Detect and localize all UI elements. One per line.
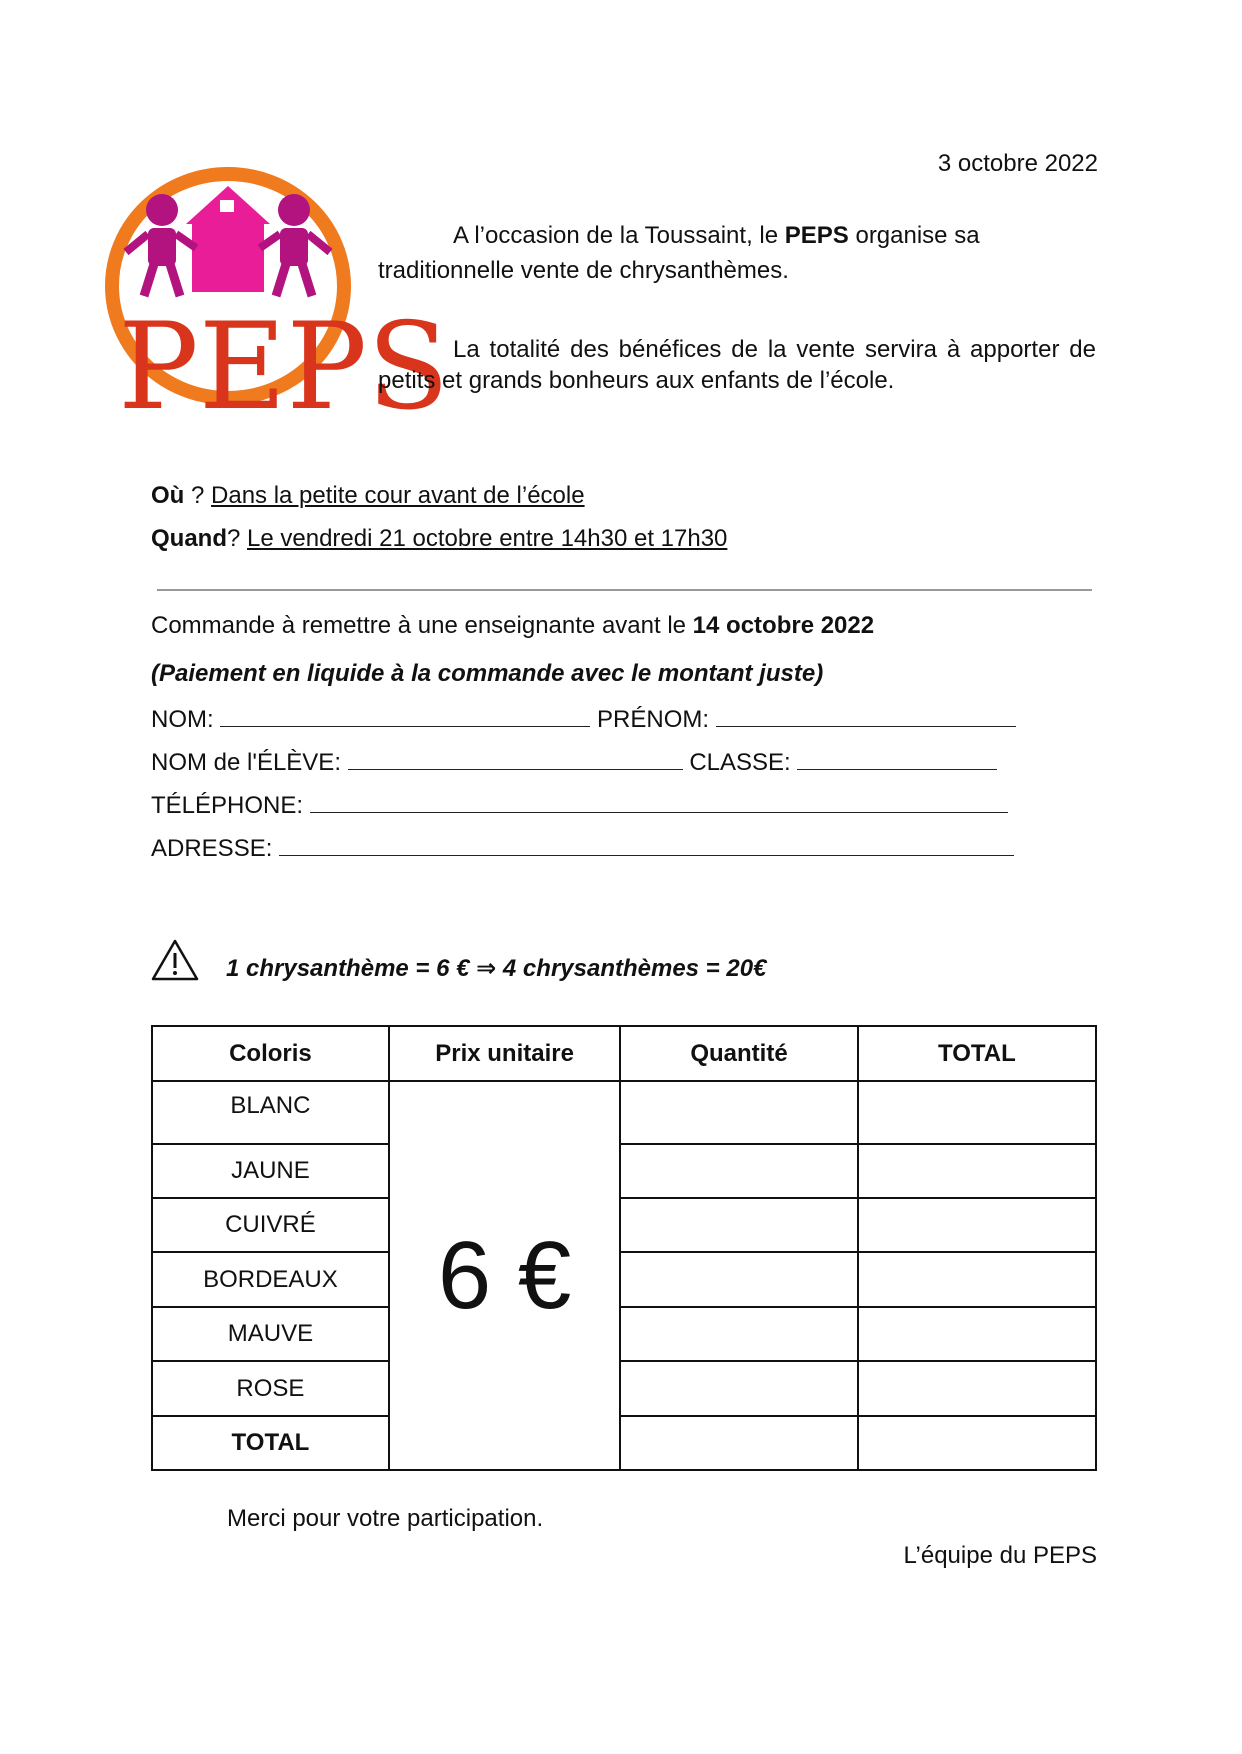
document-date: 3 octobre 2022 [937,150,1098,177]
intro-paragraph-2: La totalité des bénéfices de la vente servira à apporter de petits et grands bonheurs aux enfants de l’école. [378,336,1096,394]
total-cell[interactable] [858,1252,1096,1307]
quantity-cell[interactable] [620,1081,857,1144]
eleve-label: NOM de l'ÉLÈVE: [151,749,341,776]
unit-price-cell: 6 € [389,1081,620,1470]
warning-icon [151,938,199,982]
table-total-row [152,1416,1096,1470]
total-cell[interactable] [858,1198,1096,1252]
table-row [152,1307,1096,1361]
table-row [152,1198,1096,1252]
total-quantity-cell[interactable] [620,1416,857,1470]
coloris-cell: BORDEAUX [152,1252,389,1307]
nom-label: NOM: [151,706,214,733]
total-row-label: TOTAL [152,1416,389,1470]
classe-input-line[interactable] [797,749,997,770]
when-line: Quand? Le vendredi 21 octobre entre 14h30 et 17h30 [151,525,728,552]
quantity-cell[interactable] [620,1198,857,1252]
total-cell[interactable] [858,1361,1096,1416]
quantity-cell[interactable] [620,1144,857,1198]
telephone-row [151,792,1008,820]
thanks-message: Merci pour votre participation. [227,1505,544,1532]
nom-prenom-row [151,706,1016,734]
where-line: Où ? Dans la petite cour avant de l’école [151,482,585,509]
order-instruction: Commande à remettre à une enseignante avant le 14 octobre 2022 [151,612,875,639]
adresse-label: ADRESSE: [151,835,273,862]
coloris-cell: MAUVE [152,1307,389,1361]
header-quantite: Quantité [620,1026,857,1081]
telephone-input-line[interactable] [310,792,1008,813]
logo-letter-p: PEPS [118,298,450,437]
signature: L’équipe du PEPS [903,1542,1097,1569]
table-row [152,1144,1096,1198]
table-row [152,1252,1096,1307]
total-cell[interactable] [858,1307,1096,1361]
coloris-cell: ROSE [152,1361,389,1416]
quantity-cell[interactable] [620,1307,857,1361]
header-coloris: Coloris [152,1026,389,1081]
order-table [151,1025,1097,1471]
header-total: TOTAL [858,1026,1096,1081]
intro-paragraph-1: A l’occasion de la Toussaint, le PEPS organise sa traditionnelle vente de chrysanthèmes. [378,222,980,284]
table-row [152,1361,1096,1416]
coloris-cell: CUIVRÉ [152,1198,389,1252]
coloris-cell: BLANC [152,1081,389,1144]
adresse-input-line[interactable] [279,835,1014,856]
total-cell[interactable] [858,1081,1096,1144]
prenom-label: PRÉNOM: [597,706,710,733]
order-deadline: 14 octobre 2022 [692,612,875,639]
total-cell[interactable] [858,1144,1096,1198]
grand-total-cell[interactable] [858,1416,1096,1470]
separator-line [157,589,1092,591]
intro-peps-bold: PEPS [784,222,849,249]
eleve-input-line[interactable] [348,749,683,770]
telephone-label: TÉLÉPHONE: [151,792,304,819]
nom-input-line[interactable] [220,706,590,727]
table-header-row [152,1026,1096,1081]
peps-logo [100,168,450,437]
adresse-row [151,835,1014,863]
quantity-cell[interactable] [620,1361,857,1416]
header-prix-unitaire: Prix unitaire [389,1026,620,1081]
classe-label: CLASSE: [689,749,791,776]
quantity-cell[interactable] [620,1252,857,1307]
price-note: 1 chrysanthème = 6 € ⇒ 4 chrysanthèmes = 20€ [226,955,767,982]
coloris-cell: JAUNE [152,1144,389,1198]
eleve-classe-row [151,749,997,777]
prenom-input-line[interactable] [716,706,1016,727]
table-row [152,1081,1096,1144]
payment-note: (Paiement en liquide à la commande avec le montant juste) [151,660,824,687]
